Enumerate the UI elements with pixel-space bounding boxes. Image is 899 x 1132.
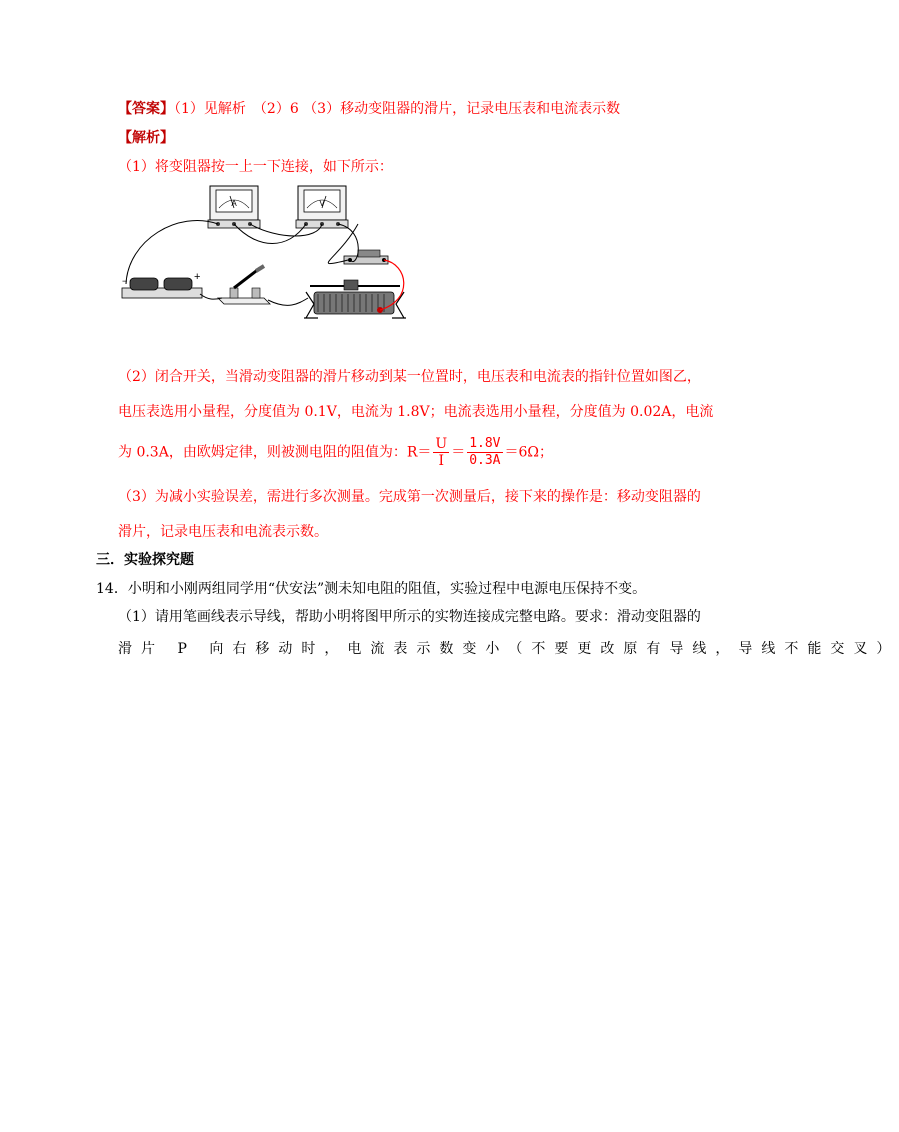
question-line2: （1）请用笔画线表示导线，帮助小明将图甲所示的实物连接成完整电路。要求：滑动变阻器的 bbox=[118, 609, 701, 625]
fraction-values bbox=[467, 436, 502, 469]
formula-prefix: 为 0.3A，由欧姆定律，则被测电阻的阻值为：R＝ bbox=[118, 444, 432, 461]
answer-text: （1）见解析 （2）6 （3）移动变阻器的滑片，记录电压表和电流表示数 bbox=[174, 101, 621, 117]
analysis-part2-line1: （2）闭合开关，当滑动变阻器的滑片移动到某一位置时，电压表和电流表的指针位置如图乙， bbox=[118, 369, 701, 385]
formula-result: ＝6Ω； bbox=[504, 444, 554, 461]
fraction-u-over-i bbox=[433, 436, 449, 469]
section-title: 三．实验探究题 bbox=[96, 552, 194, 568]
rheostat-icon bbox=[304, 280, 406, 318]
analysis-tag: 【解析】 bbox=[118, 130, 174, 146]
switch-icon bbox=[218, 266, 270, 304]
analysis-part1: （1）将变阻器按一上一下连接，如下所示： bbox=[118, 159, 393, 175]
question-line1: 14．小明和小刚两组同学用“伏安法”测未知电阻的阻值，实验过程中电源电压保持不变。 bbox=[96, 581, 647, 597]
battery-plus-label: + bbox=[194, 271, 201, 283]
formula-equals: ＝ bbox=[451, 444, 466, 461]
answer-tag: 【答案】 bbox=[118, 101, 174, 117]
fraction-denominator-i: I bbox=[438, 453, 445, 469]
ammeter-icon bbox=[208, 186, 260, 228]
analysis-part2-line3 bbox=[118, 436, 553, 469]
resistor-icon bbox=[344, 250, 388, 264]
fraction-numerator-voltage: 1.8V bbox=[469, 436, 501, 451]
answer-line bbox=[118, 98, 620, 118]
ammeter-label: A bbox=[231, 199, 237, 208]
battery-icon bbox=[122, 271, 202, 298]
circuit-figure bbox=[118, 180, 418, 340]
voltmeter-icon bbox=[296, 186, 348, 228]
voltmeter-label: V bbox=[319, 199, 325, 208]
analysis-part3-line2: 滑片，记录电压表和电流表示数。 bbox=[118, 524, 328, 540]
fraction-numerator-u: U bbox=[435, 436, 448, 452]
analysis-part3-line1: （3）为减小实验误差，需进行多次测量。完成第一次测量后，接下来的操作是：移动变阻器的 bbox=[118, 489, 701, 505]
battery-minus-label: − bbox=[122, 276, 128, 286]
analysis-part2-line2: 电压表选用小量程，分度值为 0.1V，电流为 1.8V；电流表选用小量程，分度值为 0.02A，电流 bbox=[118, 404, 714, 420]
fraction-denominator-current: 0.3A bbox=[469, 453, 501, 468]
question-line3: 滑片 P 向右移动时，电流表示数变小（不要更改原有导线，导线不能交叉） bbox=[118, 641, 899, 657]
